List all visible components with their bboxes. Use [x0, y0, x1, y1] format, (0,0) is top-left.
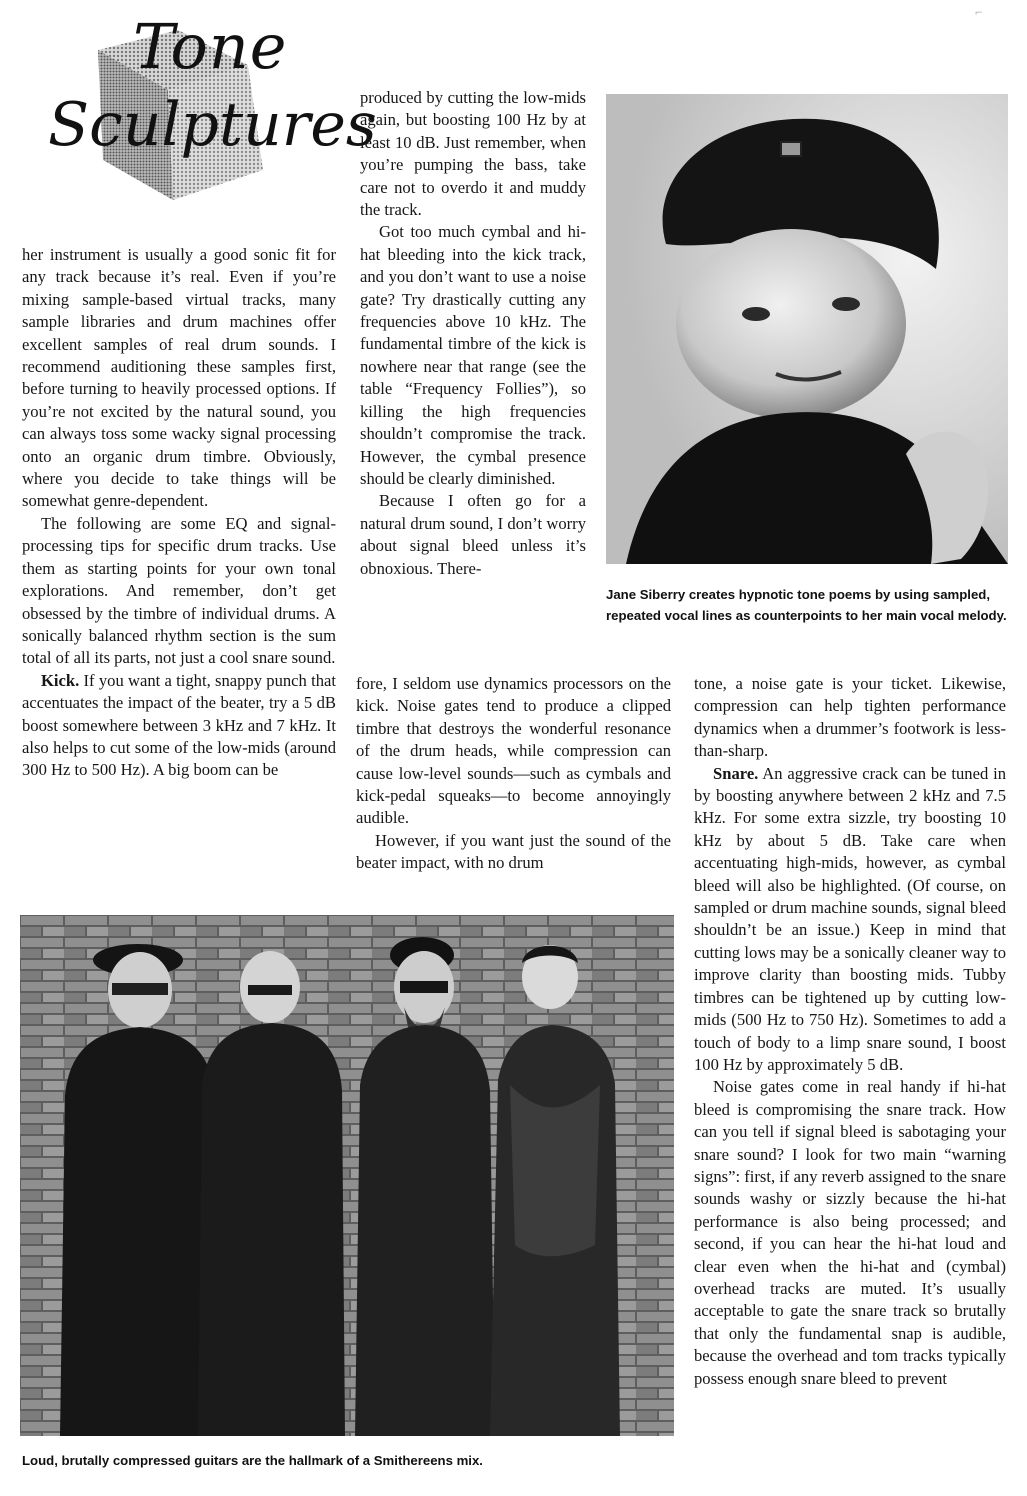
logo-line-tone: Tone	[133, 10, 288, 83]
snare-heading: Snare.	[713, 763, 759, 783]
smithereens-caption: Loud, brutally compressed guitars are the hallmark of a Smithereens mix.	[22, 1453, 483, 1468]
kick-heading: Kick.	[41, 670, 80, 690]
text-column-1	[22, 244, 336, 782]
col2-para-4: However, if you want just the sound of the beater impact, with no drum	[356, 830, 671, 873]
col2-para-3a: Because I often go for a natural drum sound, I don’t worry about signal bleed unless it’s obnoxious. There-	[360, 491, 586, 578]
col1-para-1: her instrument is usually a good sonic fit for any track because it’s real. Even if you’re mixing sample-based virtual tracks, many sample libraries and drum machines offer excellent samples of real drum sounds. I recommend auditioning these samples first, before turning to heavily processed options. If you’re not excited by the natural sound, you can always toss some wacky signal processing onto an organic drum timbre. Obviously, where you decide to take things will be somewhat genre-dependent.	[22, 245, 336, 511]
text-column-2	[360, 87, 586, 580]
col3-para-snare	[694, 763, 1006, 1077]
col1-para-2: The following are some EQ and signal-processing tips for specific drum tracks. Use them as starting points for your own tonal explorations. And remember, don’t get obsessed by the timbre of individual drums. A sonically balanced rhythm section is the sum total of all its parts, not just a cool snare sound.	[22, 513, 336, 668]
corner-mark: ⌐	[974, 8, 983, 19]
col2-para-3b: fore, I seldom use dynamics processors on the kick. Noise gates tend to produce a clipped timbre that destroys the wonderful resonance of the drum heads, while compression can cause low-level sounds—such as cymbals and kick-pedal squeaks—to become annoyingly audible.	[356, 674, 671, 828]
logo-line-sculptures: Sculptures	[48, 90, 377, 160]
text-column-3	[694, 673, 1006, 1390]
text-column-2-lower	[356, 673, 671, 875]
siberry-caption: Jane Siberry creates hypnotic tone poems by using sampled, repeated vocal lines as counterpoints to her main vocal melody.	[606, 587, 1007, 623]
col1-para-kick	[22, 670, 336, 782]
smithereens-photo	[20, 915, 674, 1436]
col2-para-2: Got too much cymbal and hi-hat bleeding into the kick track, and you don’t want to use a noise gate? Try drastically cutting any frequencies above 10 kHz. The fundamental timbre of the kick is nowhere near that range (see the table “Frequency Follies”), so killing the high frequencies shouldn’t compromise the track. However, the cymbal presence should be clearly diminished.	[360, 222, 586, 488]
col2-para-1: produced by cutting the low-mids again, but boosting 100 Hz by at least 10 dB. Just remember, when you’re pumping the bass, take care not to overdo it and muddy the track.	[360, 88, 586, 220]
jane-siberry-photo	[606, 94, 1008, 564]
col3-para-1: tone, a noise gate is your ticket. Likewise, compression can help tighten performance dynamics when a drummer’s footwork is less-than-sharp.	[694, 674, 1006, 761]
kick-text: If you want a tight, snappy punch that accentuates the impact of the beater, try a 5 dB boost somewhere between 3 kHz and 7 kHz. It also helps to cut some of the low-mids (around 300 Hz to 500 Hz). A big boom can be	[22, 670, 336, 780]
col3-para-3: Noise gates come in real handy if hi-hat bleed is compromising the snare track. How can you tell if signal bleed is sabotaging your snare sound? I look for two main “warning signs”: first, if any reverb assigned to the snare sounds washy or sizzly because the hi-hat performance is also being processed; and second, if you can hear the hi-hat loud and clear even when the hi-hat and (cymbal) overhead tracks are muted. It’s usually acceptable to gate the snare track so brutally that only the fundamental snap is audible, because the overhead and tom tracks typically possess enough snare bleed to prevent	[694, 1077, 1006, 1388]
tone-sculptures-logo	[28, 10, 377, 210]
snare-text: An aggressive crack can be tuned in by boosting anywhere between 2 kHz and 7.5 kHz. For some extra sizzle, try boosting 10 kHz by about 5 dB. Take care when accentuating high-mids, however, as cymbal bleed will also be highlighted. (Of course, on sampled or drum machine sounds, signal bleed shouldn’t be an issue.) Keep in mind that cutting lows may be a sonically cleaner way to improve clarity than boosting mids. Tubby timbres can be tightened up by cutting low-mids (500 Hz to 750 Hz). Sometimes to add a touch of body to a limp snare sound, I boost 100 Hz by approximately 5 dB.	[694, 763, 1006, 1074]
